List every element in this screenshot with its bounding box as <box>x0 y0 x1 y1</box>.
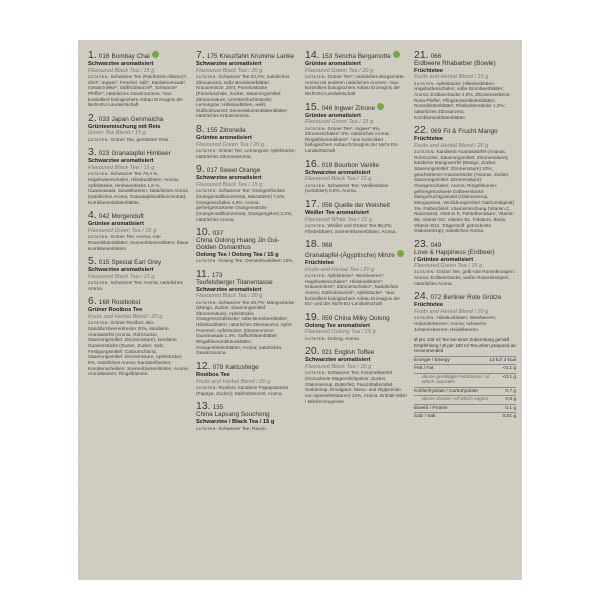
nutrition-table <box>414 337 516 421</box>
tea-entry <box>88 296 190 376</box>
tea-type: Schwarztee aromatisiert <box>88 61 154 68</box>
tea-subtitle: Flavoured Green Tea / 20 g <box>305 67 374 74</box>
tea-name: Berliner Rote Grütze <box>443 294 502 302</box>
tea-subtitle: Flavoured Green Tea / 15 g <box>88 227 157 234</box>
tea-ingredients <box>88 137 190 143</box>
tea-code: 153 <box>321 53 333 60</box>
nutrition-value: 0,7 g <box>505 388 516 394</box>
tea-entry-header <box>414 50 516 68</box>
ingredients-text: Grüner Rooibos, Bio-Sanddornbeerentrester 20%, kandierte Aroniawürfel (Aronia, Rohrzucker, Säuerungsmittel: Zitronensäure), kandierte Guavenstücke (Guave, Zucker, Salz, Festigungsmittel: Calciumchlorid, Säuerungsmittel: Zitronensäure, Apfelstücke) 5%, natürliches Aroma; Karottenflocken; Karottenscheiben; Sonnenblumenblüten; Aroma; Aroniabeeren; Ringelblumen. <box>88 320 189 377</box>
tea-number: 23. <box>414 237 429 250</box>
tea-entry <box>196 269 298 356</box>
tea-name: Granatapfel Himbeer <box>111 150 171 158</box>
tea-entry <box>196 227 298 264</box>
tea-entry <box>88 50 190 108</box>
tea-code: 069 <box>430 128 442 136</box>
tea-name: Bourbon Vanille <box>334 161 379 169</box>
tea-entry <box>305 50 407 97</box>
tea-code: 042 <box>98 213 110 221</box>
tea-ingredients <box>196 188 298 222</box>
tea-name: Teufelsberger Titanentasse <box>196 278 273 286</box>
tea-entry <box>88 210 190 251</box>
nutrition-label: davon gesättigte Fettsäuren / of which saturates <box>422 374 490 386</box>
ingredients-text: Grüner Tee, gelb-rote Rosenknospen; Aroma; Erdbeerstücke; weiße Rosenknospen; natürliches Aroma. <box>414 269 515 286</box>
tea-code: 023 <box>98 150 110 158</box>
tea-entry <box>305 239 407 307</box>
tea-name: Morgenduft <box>111 213 144 221</box>
tea-type: Früchtetee <box>414 302 444 309</box>
tea-name: Special Earl Grey <box>111 259 162 267</box>
tea-entry <box>305 346 407 404</box>
tea-name: Japan Genmaicha <box>111 115 164 123</box>
tea-type: Grüntee aromatisiert <box>305 112 361 119</box>
tea-type: Früchtetee <box>414 136 444 143</box>
tea-number: 20. <box>305 345 320 358</box>
tea-name: Kreuzfahrt Krumme Lanke <box>219 53 295 60</box>
tea-entry <box>305 199 407 234</box>
ingredients-text: Schwarzer Tee; Orangenflocken (Orangensaftkonzentrat, Maisstärke) 7,5%; Orangenschalen 4,5%; Aroma; gefriergetrocknete Orangenstücke (Orangensaftkonzentrat, Orangengelee) 2,5%; natürliches Aroma. <box>196 188 293 222</box>
ingredients-label: ZUTATEN: <box>414 316 436 321</box>
tea-entry <box>196 361 298 396</box>
tea-code: 016 <box>98 53 110 60</box>
tea-subtitle: Flavoured Green Tea / 15 g <box>305 119 374 126</box>
tea-type: Oolong Tee aromatisiert <box>305 322 370 329</box>
tea-entry <box>305 159 407 194</box>
tea-entry <box>305 102 407 154</box>
tea-entry <box>414 50 516 120</box>
tea-code: 049 <box>430 241 442 249</box>
nutrition-value: 13 kJ/ 3 kcal <box>489 357 516 363</box>
tea-type: Schwarztee aromatisiert <box>88 158 154 165</box>
tea-entry-header <box>88 256 190 267</box>
tea-name: Fit & Frucht Mango <box>443 128 498 136</box>
tea-subtitle: Flavoured Black Tea / 20 g <box>305 364 372 370</box>
tea-number: 15. <box>305 100 320 113</box>
tea-type: Grüner Rooibos Tee <box>88 307 143 314</box>
nutrition-row <box>414 395 516 404</box>
tea-code: 017 <box>206 167 218 175</box>
tea-ingredients <box>88 234 190 251</box>
tea-name: Sencha Bergamotte <box>334 53 391 60</box>
tea-ingredients <box>88 74 190 108</box>
organic-seal-icon <box>152 51 159 58</box>
nutrition-label: Fett / Fat <box>414 366 434 372</box>
tea-entry-header <box>305 102 407 113</box>
tea-subtitle: Fruits and Herbal Blend / 20 g <box>196 378 271 385</box>
ingredients-text: Schwarzer Tee; Vanillestücke (extrahiert) 0,5%; Aroma. <box>305 182 389 194</box>
tea-subtitle: Fruits and Herbal Blend / 20 g <box>414 142 489 149</box>
ingredients-label: ZUTATEN: <box>196 149 218 154</box>
nutrition-row <box>414 356 516 365</box>
ingredients-text: Oolong, Aroma. <box>327 335 361 341</box>
tea-type: Rooibos Tee <box>196 371 230 378</box>
tea-entry-header <box>196 401 298 419</box>
tea-ingredients <box>196 148 298 159</box>
ingredients-label: ZUTATEN: <box>305 336 327 341</box>
tea-code: 059 <box>321 314 333 322</box>
tea-ingredients <box>414 269 516 286</box>
tea-number: 17. <box>305 198 320 210</box>
ingredients-text: Schwarzer Tee; Aroma; natürliches Aroma. <box>88 280 183 291</box>
tea-type: Grüntee aromatisiert <box>196 135 252 142</box>
tea-ingredients <box>305 74 407 97</box>
ingredients-label: ZUTATEN: <box>88 137 110 142</box>
ingredients-label: ZUTATEN: <box>305 273 327 278</box>
tea-entry-header <box>196 361 298 372</box>
ingredients-label: ZUTATEN: <box>88 321 110 326</box>
tea-code: 173 <box>211 271 223 279</box>
tea-ingredients <box>88 280 190 291</box>
tea-number: 24. <box>414 290 429 303</box>
tea-entry <box>196 124 298 159</box>
tea-code: 155 <box>206 127 218 135</box>
tea-ingredients <box>305 273 407 307</box>
nutrition-value: 0,1 g <box>505 405 516 411</box>
tea-number: 11. <box>196 267 210 280</box>
tea-entry <box>88 256 190 291</box>
ingredients-label: ZUTATEN: <box>196 426 218 431</box>
tea-number: 1. <box>88 49 97 61</box>
tea-ingredients <box>414 315 516 332</box>
ingredients-text: Oolong Tee; Osmanthusblüten 10%. <box>218 258 294 264</box>
nutrition-label: Eiweiß / Protein <box>414 405 448 411</box>
tea-ingredients <box>196 300 298 356</box>
tea-type: Oolong Tee / Oolong Tea / 15 g <box>196 251 279 258</box>
tea-type: Grünteemischung mit Reis <box>88 123 161 130</box>
tea-code: 033 <box>98 115 110 123</box>
nutrition-label: davon Zucker / of which sugars <box>422 397 489 403</box>
tea-number: 22. <box>414 124 429 137</box>
nutrition-row <box>414 387 516 396</box>
tea-type: Grüntee aromatisiert <box>305 61 361 68</box>
tea-entry-header <box>88 210 190 221</box>
tea-number: 14. <box>305 49 320 61</box>
ingredients-text: Apfelstücke*; Weinbeeren*; Hagebuttenschalen*; Hibiskusblüten*; Krauseminze*; Zitronenschalen*; Natürliches Aroma; Süßholzwurzel*; Apfelstücke*. *aus kontrolliert biologischem Anbau Erzeugnis der EU- und der Nicht-EU-Landwirtschaft <box>305 272 401 307</box>
ingredients-label: ZUTATEN: <box>196 385 218 390</box>
tea-ingredients <box>305 183 407 194</box>
tea-ingredients <box>196 74 298 119</box>
ingredients-label: ZUTATEN: <box>88 74 110 79</box>
tea-entry-header <box>414 125 516 136</box>
ingredients-text: Kandierte Ananaswürfel (Ananas, Rohrzucker, Säuerungsmittel: Zitronensäure); kandierte Mangowürfel (Mango, Zucker, Säuerungsmittel: Zitronensäure) 10%; geschnittener Ananasstücke (Ananas, Zucker, Säuerungsmittel: Zitronensäure); Orangenschalen; Aroma; Ringelblumen; gefriergetrocknete Erdbeerstücke; Mangofruchtgranulat (Glukosesirup, Mangopüree, Verdickungsmittel: Natriumalginat) 3%, Färberdistel; Vitaminmischung (Vitamin C, Niacinamid, Vitamin E, Pantothensäure, Vitamin B6, Vitamin B2, Vitamin B1, Folsäure, Biotin, Vitamin B12, Trägerstoff: getrocknete Glukosesirup); natürliches Aroma. <box>414 149 515 234</box>
tea-box-back-panel <box>78 40 522 580</box>
tea-entry-header <box>196 124 298 135</box>
ingredients-text: Hibiskusblüten; Weinbeeren; Holunderbeeren; Aroma; schwarze Johannisbeeren; Heidelbeeren. <box>414 315 497 332</box>
tea-entry-header <box>414 291 516 302</box>
ingredients-label: ZUTATEN: <box>88 281 110 286</box>
tea-number: 12. <box>196 359 211 372</box>
tea-entry-header <box>196 164 298 175</box>
nutrition-value: <0,1 g <box>502 366 516 372</box>
tea-column-2 <box>196 50 298 436</box>
ingredients-text: Schwarzer Tee 52,2%; natürliches Zitrusaroma; süße Brombeerblätter; Krauseminze, Zimt; Pomelostücke (Pomeloschale, Zucker, Säuerungsmittel: Zitronensäure; Limettenfruchtstücke; Lemongras; Hibiskusblüten, weiß; Süßholzwurzel; Sonnenblumenblütenblätter; natürliches Kräuteraroma. <box>196 73 290 119</box>
tea-code: 046 <box>321 104 333 112</box>
tea-entry-header <box>305 199 407 210</box>
tea-entry-header <box>414 239 516 257</box>
tea-entry <box>88 113 190 143</box>
tea-entry <box>196 164 298 222</box>
tea-name: Love & Happiness (Erdbeer) <box>414 248 495 256</box>
tea-type: Schwarztee aromatisiert <box>196 286 262 293</box>
tea-type: Schwarztee aromatisiert <box>305 169 371 176</box>
tea-subtitle: Fruits and Herbal Tea / 20 g <box>305 266 375 273</box>
tea-entry <box>414 239 516 287</box>
tea-subtitle: Flavoured Black Tea / 15 g <box>88 67 155 74</box>
tea-number: 2. <box>88 111 97 124</box>
nutrition-value: <0,1 g <box>502 374 516 380</box>
tea-entry-header <box>305 346 407 357</box>
nutrition-row <box>414 373 516 387</box>
ingredients-label: ZUTATEN: <box>414 150 436 155</box>
ingredients-label: ZUTATEN: <box>305 74 327 79</box>
tea-entry <box>196 401 298 431</box>
tea-code: 072 <box>430 294 442 302</box>
tea-subtitle: Flavoured Oolong Tea / 15 g <box>305 329 376 336</box>
tea-entry-header <box>305 312 407 323</box>
nutrition-label: Kohlenhydrate / Carbohydrate <box>414 388 478 394</box>
tea-entry-header <box>88 296 190 307</box>
nutrition-row <box>414 404 516 413</box>
tea-entry-header <box>196 269 298 287</box>
tea-code: 078 <box>212 363 224 371</box>
tea-number: 21. <box>414 49 429 61</box>
ingredients-text: Rooibos; kandierte Papayastücke (Papaya, Zucker); Süßholzwurzel; Aroma. <box>196 384 289 396</box>
tea-entry <box>414 125 516 234</box>
tea-code: 015 <box>98 259 110 267</box>
tea-ingredients <box>305 336 407 342</box>
tea-name: Bombay Chai <box>111 53 150 60</box>
tea-code: 135 <box>212 404 224 412</box>
ingredients-text: Grüner Tee*, Ingwer* 8%, Zitronenschalen* 5%; natürliches Aroma; Ringelblumenblüten*. *aus kontrolliert biologischem Anbau Erzeugnis der Nicht-EU-Landwirtschaft <box>305 125 399 154</box>
tea-code: 066 <box>430 53 442 60</box>
tea-ingredients <box>414 149 516 234</box>
tea-entry-header <box>196 227 298 251</box>
tea-number: 9. <box>196 163 205 176</box>
nutrition-intro: Ø pro 100 ml Tee bei einer Zubereitung gemäß Empfehlung / Ø per 100 ml Tea when prepared as recommended <box>414 337 516 354</box>
tea-type: Weißer Tee aromatisiert <box>305 210 369 217</box>
ingredients-label: ZUTATEN: <box>414 270 436 275</box>
tea-name: China Oolong Huang Jin Gui- Golden Osmanthus <box>196 237 280 251</box>
tea-number: 6. <box>88 295 97 308</box>
tea-subtitle: Fruits and Herbal Blend / 20 g <box>414 308 489 315</box>
tea-entry-header <box>305 50 407 61</box>
tea-subtitle: Green Tea Blend / 15 g <box>88 130 146 137</box>
tea-subtitle: Fruits and Herbal Blend / 15 g <box>414 74 489 81</box>
tea-entry-header <box>196 50 298 61</box>
tea-type: Grüntee aromatisiert <box>88 221 144 228</box>
tea-type: Schwarztee / Black Tea / 15 g <box>196 418 275 425</box>
tea-code: 056 <box>321 202 333 209</box>
tea-name: Ingwer Zitrone <box>334 104 376 112</box>
tea-number: 19. <box>305 310 320 323</box>
tea-subtitle: Flavoured Green Tea / 20 g <box>196 141 265 148</box>
ingredients-text: Weißer und Grüner Tee 95,2%; Fliederblüten; Sonnenblumenblüten; Aroma. <box>305 222 397 234</box>
tea-column-1 <box>88 50 190 382</box>
ingredients-label: ZUTATEN: <box>196 259 218 264</box>
ingredients-label: ZUTATEN: <box>196 300 218 305</box>
tea-type: Schwarztee aromatisiert <box>196 61 262 68</box>
tea-ingredients <box>88 320 190 376</box>
tea-entry <box>196 50 298 119</box>
ingredients-label: ZUTATEN: <box>196 74 218 79</box>
tea-name: Granatapfel-(Ägyptische) Minze <box>305 252 395 260</box>
tea-number: 16. <box>305 157 320 170</box>
tea-name: Rooibobst <box>111 299 141 307</box>
ingredients-text: Grüner Tee; Lemongras; Apfelstücke; natürliches Zitronenaroma. <box>196 148 296 159</box>
tea-type: Schwarztee aromatisiert <box>305 357 371 364</box>
tea-code: 168 <box>98 299 110 307</box>
tea-code: 068 <box>321 242 333 250</box>
tea-name: Erdbeere Rhabarber (Bowle) <box>414 60 496 68</box>
ingredients-text: Schwarzer Tee; Karamellwürfel (Gezuckerte Magermilchpulver, Zucker, Glukosesirup, Butterfett, Feuchthaltemittel: Sorbitsirup, Emulgator: Mono- und Diglyceride von Speisefettsäuren) 10%, Aroma. Enthält Milch / Milcherzeugnisse <box>305 370 407 404</box>
tea-ingredients <box>196 426 298 432</box>
tea-name: China Lapsang Souchong <box>196 411 270 419</box>
tea-number: 8. <box>196 123 205 136</box>
tea-subtitle: Flavoured Black Tea / 15 g <box>88 165 155 172</box>
tea-subtitle: Flavoured Black Tea / 15 g <box>88 273 155 280</box>
nutrition-value: 0,01 g <box>502 414 516 420</box>
ingredients-text: Schwarzer Tee (Rainforest Alliance)*, Zimt*, Ingwer*, Fenchel, süß*, Kardamomsaat*, Gewürznelke*, Süßholzwurzel*, Schwarzer Pfeffer*; natürliches Gewürzaroma. *aus kontrolliert biologischem Anbau Erzeugnis der Nicht-EU-Landwirtschaft <box>88 73 188 108</box>
nutrition-label: Energie / Energy <box>414 357 450 363</box>
nutrition-row <box>414 412 516 421</box>
organic-seal-icon <box>393 51 400 58</box>
organic-seal-icon <box>377 103 384 110</box>
ingredients-label: ZUTATEN: <box>305 183 327 188</box>
tea-entry-header <box>305 239 407 260</box>
tea-code: 175 <box>206 53 218 60</box>
ingredients-text: Apfelstücke; Hibiskusblüten; Hagebuttenschalen; süße Brombeerblätter; Aroma; Erdbeerstücke 2,8%; Zitronenverbene; Rosa Pfeffer; Pfingstrosenblütenblätter; Rosenblütenblätter; Rhabarberstücke 1,2%; natürliches Zitrusaroma; Kornblumenblütenblätter. <box>414 80 511 120</box>
tea-entry <box>305 312 407 342</box>
tea-name: Sweet Orange <box>219 167 261 175</box>
tea-number: 18. <box>305 238 320 251</box>
tea-name: China Milky Oolong <box>334 314 390 322</box>
ingredients-text: Grüner Tee*; natürliches Bergamotte-Aroma mit anderen natürlichen Aromen. *aus kontrolliert biologischem Anbau Erzeugnis der Nicht-EU-Landwirtschaft <box>305 73 406 96</box>
ingredients-text: Schwarzer Tee 28,7%; Mangostücke (Mango, Zucker, Säuerungsmittel: Zitronensäure); Apfelstücke; Orangenschalstücke; süße Brombeerblätter; Hibiskusblüten; natürliches Zitrusaroma; Apfel-Pommes; Apfelstücke; Zitronenminze; Guaranasaat 1,4%; Safflorblütenblätter; Ringelblumenblütenblätter; Orangenblütenblätter; Aroma; natürliches Gewürzaroma. <box>196 299 295 356</box>
tea-number: 10. <box>196 226 211 239</box>
tea-type: Schwarztee aromatisiert <box>196 175 262 182</box>
tea-type: Schwarztee aromatisiert <box>88 267 154 274</box>
tea-ingredients <box>305 370 407 404</box>
ingredients-text: Grüner Tee, gerösteter Reis. <box>110 136 170 142</box>
tea-column-4 <box>414 50 516 421</box>
ingredients-label: ZUTATEN: <box>305 371 327 376</box>
tea-name: Kaktusfeige <box>225 363 259 371</box>
tea-subtitle: Flavoured Black Tea / 20 g <box>196 293 263 300</box>
ingredients-label: ZUTATEN: <box>196 189 218 194</box>
tea-type: / Grüntee aromatisiert <box>414 256 474 263</box>
tea-name: Zitronella <box>219 127 246 135</box>
tea-type: Früchtetee <box>305 260 335 266</box>
ingredients-label: ZUTATEN: <box>88 235 110 240</box>
tea-column-3 <box>305 50 407 409</box>
tea-entry-header <box>88 50 190 61</box>
tea-code: 019 <box>321 161 333 169</box>
tea-subtitle: Fruits and Herbal Blend / 20 g <box>88 314 163 321</box>
tea-subtitle: Flavoured Black Tea / 20 g <box>196 67 263 74</box>
tea-ingredients <box>196 258 298 264</box>
tea-number: 4. <box>88 209 97 222</box>
organic-seal-icon <box>397 250 404 257</box>
tea-code: 021 <box>321 349 333 357</box>
tea-ingredients <box>88 171 190 205</box>
tea-entry-header <box>88 113 190 124</box>
tea-subtitle: Flavoured White Tea / 15 g <box>305 216 372 223</box>
tea-name: Quelle der Weisheit <box>334 202 390 209</box>
ingredients-label: ZUTATEN: <box>414 81 436 86</box>
tea-number: 7. <box>196 49 205 61</box>
ingredients-text: Grüner Tee; Aroma; rote Rosenblütenblätter; Sonnenblumenblüten; blaue Kornblumenblüten. <box>88 234 189 251</box>
tea-ingredients <box>305 126 407 154</box>
tea-entry-header <box>88 147 190 158</box>
tea-entry <box>414 291 516 332</box>
tea-subtitle: Flavoured Black Tea / 15 g <box>305 176 372 183</box>
nutrition-row <box>414 364 516 373</box>
tea-number: 5. <box>88 255 97 268</box>
nutrition-value: 0,6 g <box>505 397 516 403</box>
ingredients-text: Schwarzer Tee 79,4 %, Hagebuttenschalen, Hibiskusblüten; Aroma; Apfelstücke, Himbeerstücke 1,8 %, Guaranasaat, Sandelbeeren; Natürliches Aroma (natürliches Aroma, Granatapfelsaftkonzentrat); Kornblumenblütenblätter. <box>88 171 188 205</box>
tea-number: 3. <box>88 146 97 159</box>
ingredients-label: ZUTATEN: <box>305 126 327 131</box>
tea-ingredients <box>414 81 516 120</box>
tea-ingredients <box>196 385 298 396</box>
tea-subtitle: Flavoured Green Tea / 15 g <box>414 263 483 270</box>
ingredients-text: Schwarzer Tee, Rauch. <box>218 425 267 431</box>
tea-code: 037 <box>212 230 224 238</box>
ingredients-label: ZUTATEN: <box>88 172 110 177</box>
tea-number: 13. <box>196 400 211 413</box>
tea-entry-header <box>305 159 407 170</box>
tea-subtitle: Flavoured Black Tea / 15 g <box>196 181 263 188</box>
tea-entry <box>88 147 190 205</box>
ingredients-label: ZUTATEN: <box>305 223 327 228</box>
tea-ingredients <box>305 223 407 234</box>
nutrition-label: Salz / Salt <box>414 414 436 420</box>
tea-type: Früchtetee <box>414 67 444 74</box>
tea-name: English Toffee <box>334 349 375 357</box>
